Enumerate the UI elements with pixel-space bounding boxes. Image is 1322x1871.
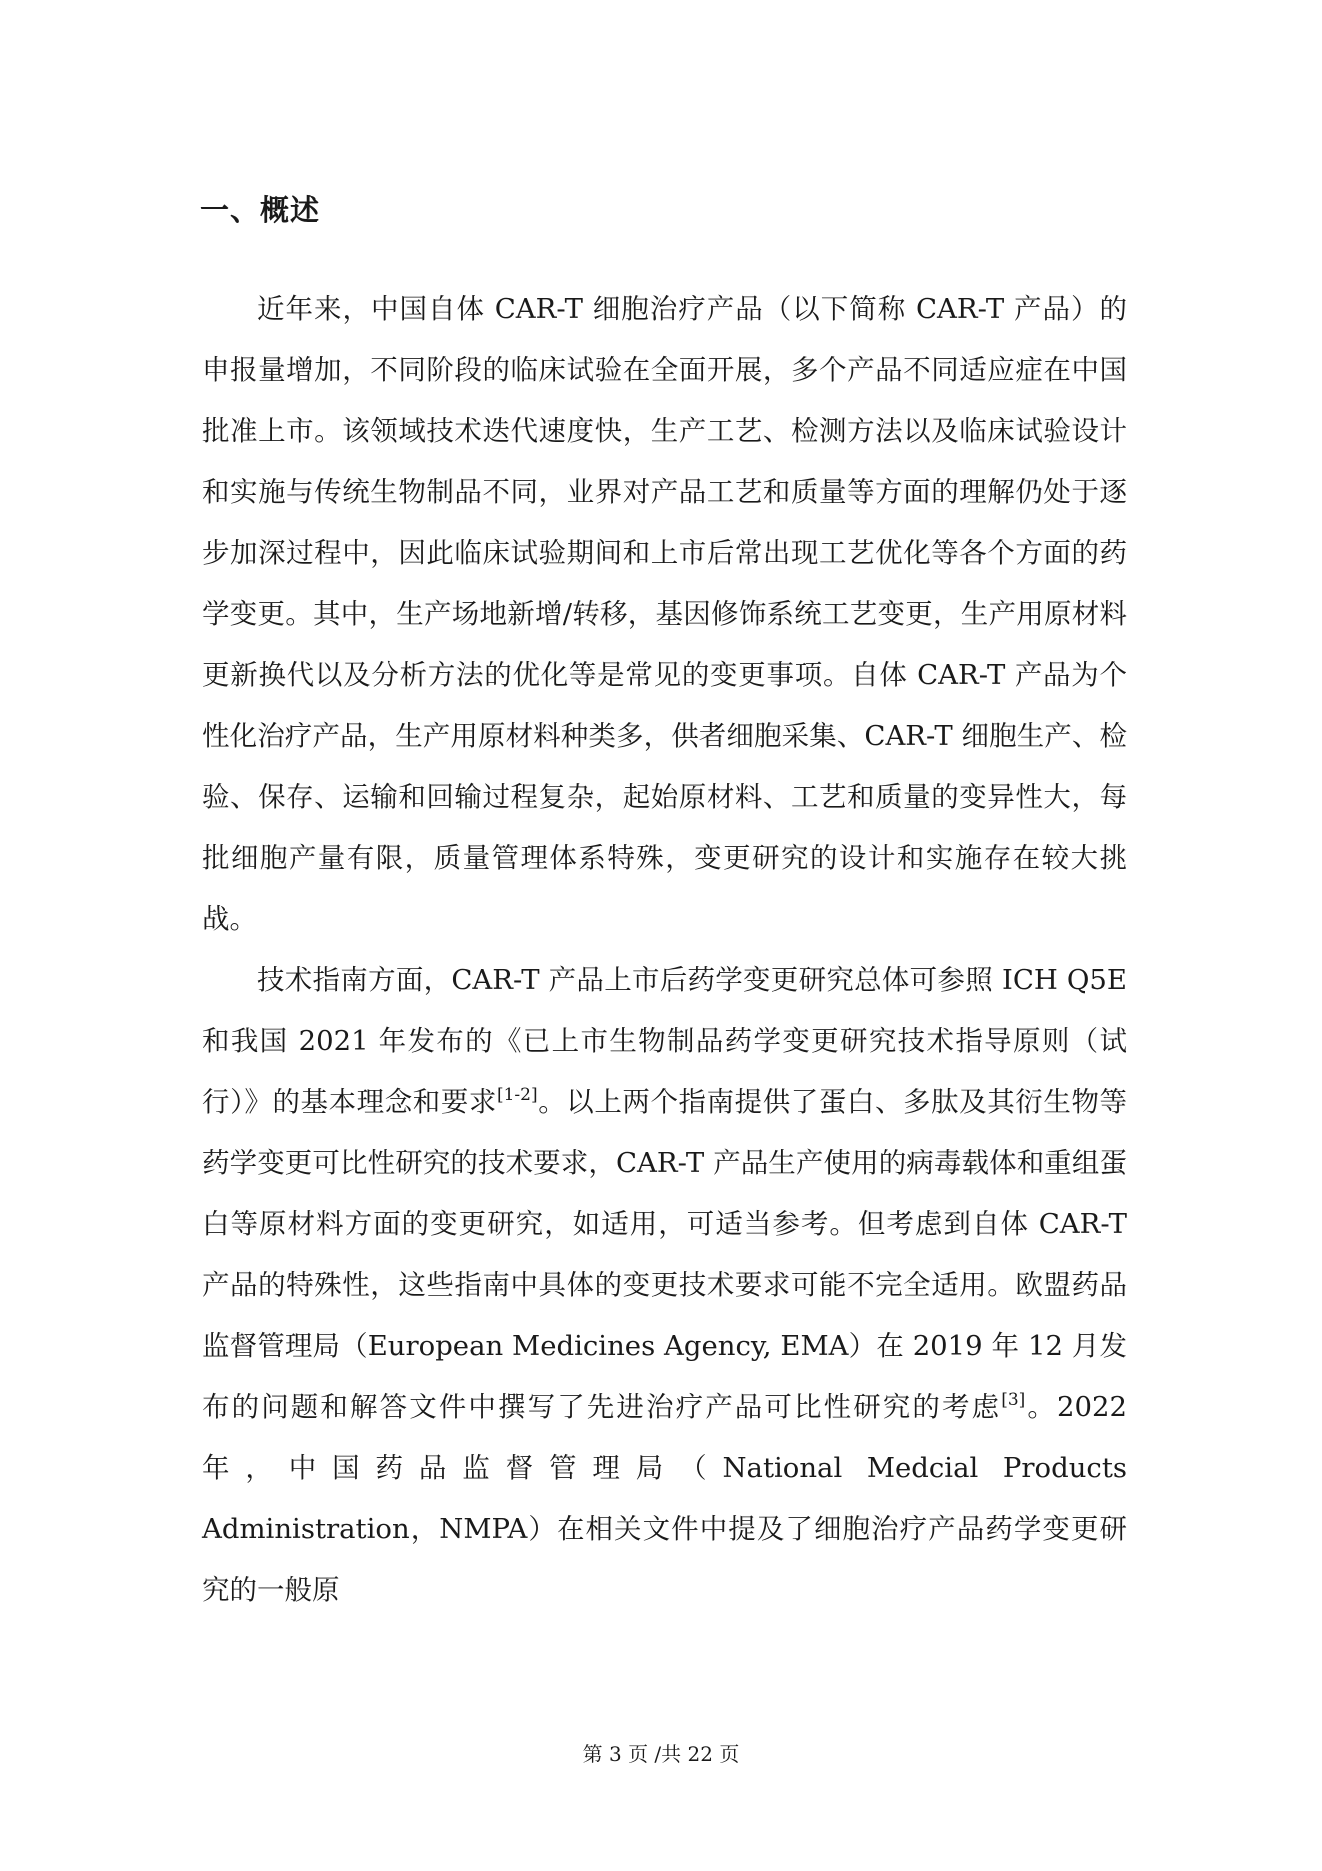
paragraph-guidelines <box>202 950 1127 1621</box>
page-footer <box>0 1739 1322 1769</box>
paragraph-guidelines-text-a: 技术指南方面，CAR-T 产品上市后药学变更研究总体可参照 ICH Q5E 和我国 2021 年发布的《已上市生物制品药学变更研究技术指导原则（试行）》的基本理念和要求 <box>202 964 1127 1118</box>
page-number-label: 第 3 页 /共 22 页 <box>582 1742 740 1766</box>
citation-ref-1-2: [1-2] <box>496 1085 538 1105</box>
paragraph-guidelines-text-c: 。2022 年，中国药品监督管理局（National Medcial Products Administration，NMPA）在相关文件中提及了细胞治疗产品药学变更研究的一般原 <box>202 1391 1127 1606</box>
citation-ref-3: [3] <box>1001 1390 1026 1410</box>
paragraph-overview-text: 近年来，中国自体 CAR-T 细胞治疗产品（以下简称 CAR-T 产品）的申报量增加，不同阶段的临床试验在全面开展，多个产品不同适应症在中国批准上市。该领域技术迭代速度快，生产工艺、检测方法以及临床试验设计和实施与传统生物制品不同，业界对产品工艺和质量等方面的理解仍处于逐步加深过程中，因此临床试验期间和上市后常出现工艺优化等各个方面的药学变更。其中，生产场地新增/转移，基因修饰系统工艺变更，生产用原材料更新换代以及分析方法的优化等是常见的变更事项。自体 CAR-T 产品为个性化治疗产品，生产用原材料种类多，供者细胞采集、CAR-T 细胞生产、检验、保存、运输和回输过程复杂，起始原材料、工艺和质量的变异性大，每批细胞产量有限，质量管理体系特殊，变更研究的设计和实施存在较大挑战。 <box>202 293 1127 935</box>
paragraph-overview <box>202 279 1127 950</box>
section-heading: 一、概述 <box>200 193 321 227</box>
document-body <box>202 279 1127 1621</box>
paragraph-guidelines-text-b: 。以上两个指南提供了蛋白、多肽及其衍生物等药学变更可比性研究的技术要求，CAR-T 产品生产使用的病毒载体和重组蛋白等原材料方面的变更研究，如适用，可适当参考。但考虑到自体 CAR-T 产品的特殊性，这些指南中具体的变更技术要求可能不完全适用。欧盟药品监督管理局（European Medicines Agency, EMA）在 2019 年 12 月发布的问题和解答文件中撰写了先进治疗产品可比性研究的考虑 <box>202 1086 1128 1423</box>
